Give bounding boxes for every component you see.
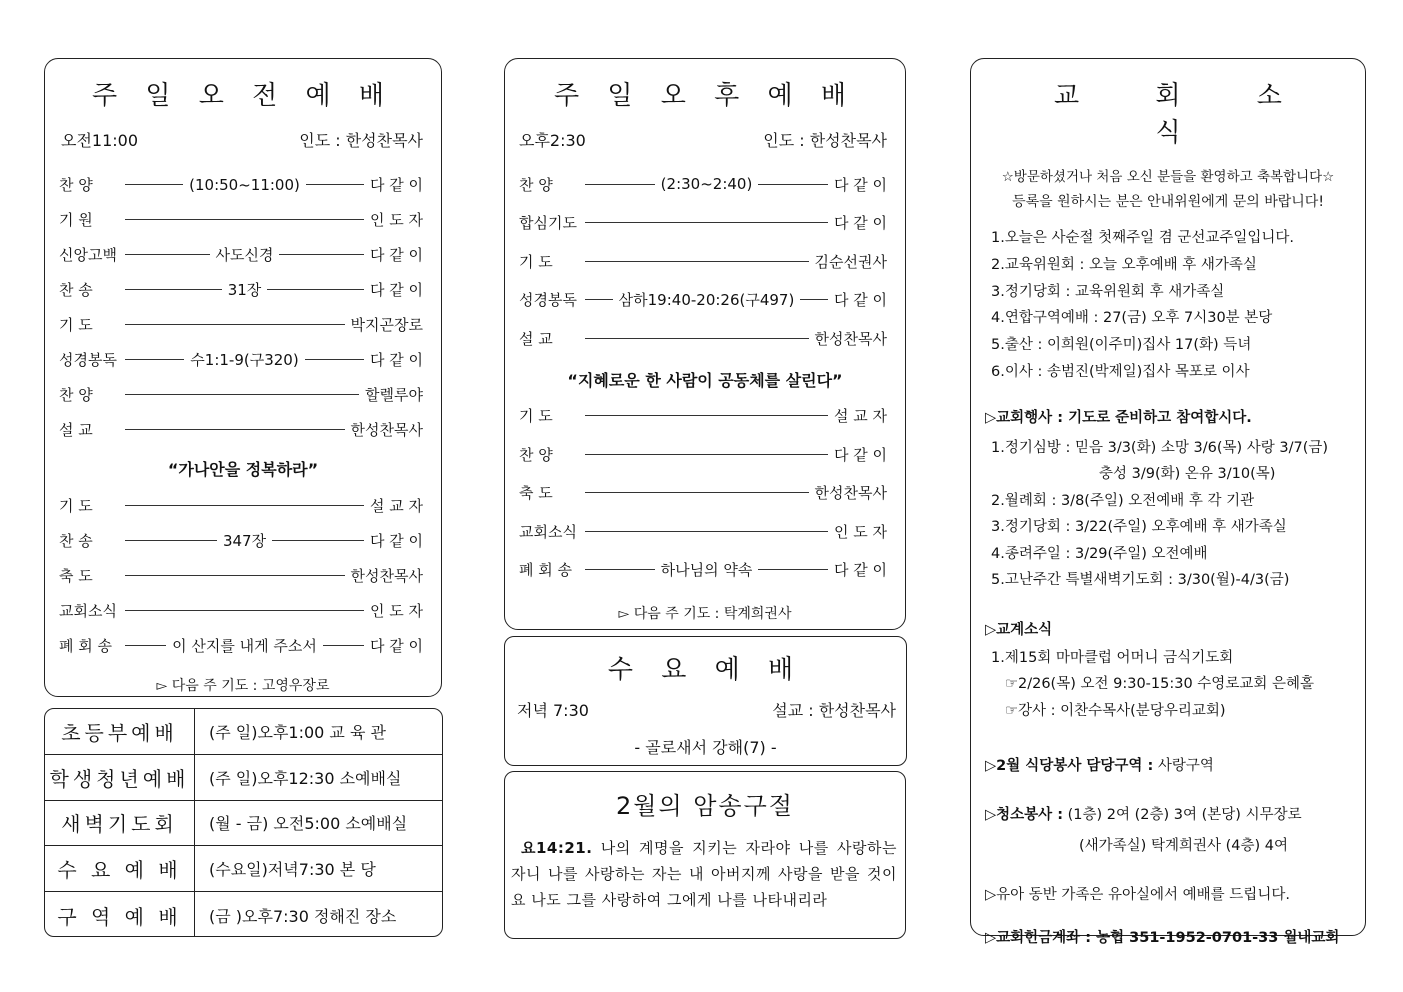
order-performer: 한성찬목사	[814, 329, 887, 348]
schedule-name: 학생청년예배	[45, 755, 195, 800]
order-performer: 한성찬목사	[350, 421, 423, 439]
order-label: 기 도	[59, 316, 93, 334]
leader-dash	[125, 540, 217, 541]
order-detail: (2:30~2:40)	[660, 175, 753, 194]
leader-dash	[585, 569, 655, 570]
cleaning-duty-label: ▷청소봉사 :	[985, 807, 1064, 824]
weekly-schedule-table	[44, 708, 443, 937]
order-row	[519, 165, 887, 204]
schedule-name: 구 역 예 배	[45, 892, 195, 937]
afternoon-service-title: 주 일 오 후 예 배	[553, 81, 857, 111]
order-performer: 인 도 자	[833, 522, 887, 541]
wednesday-service-title: 수 요 예 배	[607, 655, 804, 685]
order-performer: 다 같 이	[370, 637, 424, 655]
order-performer: 한성찬목사	[350, 567, 423, 585]
leader-dash	[306, 184, 364, 185]
order-label: 찬 양	[59, 386, 93, 404]
order-label: 기 원	[59, 211, 93, 229]
cleaning-duty-value: (1층) 2여 (2층) 3여 (본당) 시무장로	[1067, 807, 1302, 824]
order-row	[59, 488, 423, 523]
church-news-box	[970, 58, 1366, 947]
afternoon-order-list	[519, 165, 887, 358]
leader-dash	[125, 610, 364, 611]
wednesday-time: 저녁 7:30	[517, 701, 589, 720]
leader-dash	[585, 184, 655, 185]
order-performer: 다 같 이	[370, 532, 424, 550]
afternoon-time: 오후2:30	[519, 131, 586, 150]
memory-verse-text: 나의 계명을 지키는 자라야 나를 사랑하는 자니 나를 사랑하는 자는 내 아버지께 사랑을 받을 것이요 나도 그를 사랑하여 그에게 나를 나타내리라	[511, 839, 897, 909]
afternoon-order-list-2	[519, 397, 887, 590]
morning-time: 오전11:00	[61, 131, 139, 150]
order-row	[59, 342, 423, 377]
news-item: 1.제15회 마마클럽 어머니 금식기도회	[991, 649, 1234, 666]
schedule-name: 수 요 예 배	[45, 846, 195, 891]
morning-sermon-title: “가나안을 정복하라”	[167, 460, 319, 479]
leader-dash	[125, 505, 364, 506]
leader-dash	[267, 289, 364, 290]
leader-dash	[125, 219, 364, 220]
leader-dash	[272, 540, 364, 541]
afternoon-next-prayer: ▻ 다음 주 기도 : 탁계희권사	[618, 606, 792, 622]
leader-dash	[585, 415, 828, 416]
order-row	[59, 593, 423, 628]
leader-dash	[125, 324, 345, 325]
order-label: 찬 양	[519, 445, 553, 464]
news-item: 3.정기당회 : 교육위원회 후 새가족실	[991, 283, 1225, 300]
schedule-name: 초등부예배	[45, 709, 195, 754]
schedule-row	[45, 801, 442, 847]
order-label: 찬 송	[59, 532, 93, 550]
cafeteria-duty-value: 사랑구역	[1157, 758, 1214, 775]
order-performer: 박지곤장로	[350, 316, 423, 334]
order-row	[519, 242, 887, 281]
afternoon-service-box	[504, 58, 906, 630]
order-label: 성경봉독	[519, 291, 577, 310]
leader-dash	[585, 492, 809, 493]
order-performer: 설 교 자	[833, 407, 887, 426]
news-items-list	[991, 225, 1365, 386]
order-detail: 31장	[227, 281, 262, 299]
morning-service-meta	[61, 128, 423, 151]
leader-dash	[125, 359, 184, 360]
order-row	[59, 272, 423, 307]
news-item: 충성 3/9(화) 온유 3/10(목)	[1099, 466, 1276, 483]
cafeteria-duty-label: ▷2월 식당봉사 담당구역 :	[985, 758, 1154, 775]
schedule-row	[45, 892, 442, 937]
afternoon-service-meta	[519, 128, 887, 151]
cleaning-duty	[985, 803, 1365, 824]
order-performer: 다 같 이	[833, 214, 887, 233]
order-label: 찬 양	[519, 175, 553, 194]
order-label: 폐 회 송	[519, 561, 573, 580]
order-label: 축 도	[519, 484, 553, 503]
order-label: 성경봉독	[59, 351, 117, 369]
order-label: 기 도	[59, 497, 93, 515]
order-performer: 할렐루야	[365, 386, 423, 404]
cafeteria-duty	[985, 754, 1365, 775]
schedule-row	[45, 846, 442, 892]
order-row	[59, 307, 423, 342]
order-row	[519, 204, 887, 243]
leader-dash	[758, 569, 828, 570]
morning-order-list-2	[59, 488, 423, 663]
news-item: 2.월례회 : 3/8(주일) 오전예배 후 각 기관	[991, 492, 1255, 509]
church-news-title: 교 회 소 식	[1054, 81, 1316, 148]
order-row	[519, 319, 887, 358]
news-item: 4.연합구역예배 : 27(금) 오후 7시30분 본당	[991, 310, 1273, 327]
events-heading: ▷교회행사 : 기도로 준비하고 참여합시다.	[985, 409, 1252, 426]
order-row	[59, 558, 423, 593]
order-performer: 설 교 자	[369, 497, 423, 515]
leader-dash	[585, 299, 613, 300]
afternoon-sermon-title: “지혜로운 한 사람이 공동체를 살린다”	[567, 370, 843, 390]
order-row	[59, 523, 423, 558]
order-label: 기 도	[519, 407, 553, 426]
morning-service-box	[44, 58, 442, 697]
order-label: 합심기도	[519, 214, 577, 233]
order-detail: 사도신경	[215, 246, 274, 264]
wednesday-service-meta	[517, 698, 896, 721]
leader-dash	[585, 338, 809, 339]
order-row	[519, 551, 887, 590]
news-item: 3.정기당회 : 3/22(주일) 오후예배 후 새가족실	[991, 519, 1287, 536]
morning-next-prayer: ▻ 다음 주 기도 : 고영우장로	[156, 678, 330, 694]
order-label: 기 도	[519, 252, 553, 271]
leader-dash	[585, 531, 828, 532]
schedule-row	[45, 755, 442, 801]
order-row	[59, 237, 423, 272]
leader-dash	[585, 222, 828, 223]
order-label: 설 교	[519, 329, 553, 348]
leader-dash	[125, 184, 183, 185]
order-performer: 다 같 이	[834, 561, 888, 580]
order-performer: 다 같 이	[369, 351, 423, 369]
cleaning-duty-value-2: (새가족실) 탁계희권사 (4층) 4여	[1079, 838, 1288, 855]
order-row	[59, 167, 423, 202]
order-detail: (10:50~11:00)	[189, 175, 300, 194]
events-list	[991, 435, 1365, 594]
order-row	[59, 412, 423, 447]
news-item: 2.교육위원회 : 오늘 오후예배 후 새가족실	[991, 256, 1257, 273]
order-row	[519, 512, 887, 551]
order-row	[59, 628, 423, 663]
order-performer: 김순선권사	[814, 252, 887, 271]
order-performer: 인 도 자	[369, 602, 423, 620]
wednesday-preacher: 설교 : 한성찬목사	[772, 701, 896, 720]
order-performer: 다 같 이	[369, 281, 423, 299]
schedule-info: (주 일)오후1:00 교 육 관	[209, 722, 386, 742]
leader-dash	[305, 359, 364, 360]
welcome-line-2: 등록을 원하시는 분은 안내위원에게 문의 바랍니다!	[1012, 194, 1324, 210]
morning-service-title: 주 일 오 전 예 배	[91, 81, 395, 111]
leader-dash	[125, 254, 210, 255]
infant-notice: ▷유아 동반 가족은 유아실에서 예배를 드립니다.	[985, 887, 1290, 904]
morning-leader: 인도 : 한성찬목사	[299, 131, 423, 150]
news-item: ☞강사 : 이찬수목사(분당우리교회)	[1005, 702, 1226, 719]
schedule-info: (주 일)오후12:30 소예배실	[209, 768, 402, 788]
news-item: 5.출산 : 이희원(이주미)집사 17(화) 득녀	[991, 337, 1252, 354]
order-row	[519, 281, 887, 320]
memory-verse-ref: 요14:21.	[521, 839, 593, 857]
order-performer: 인 도 자	[369, 211, 423, 229]
leader-dash	[125, 429, 345, 430]
schedule-info: (월 - 금) 오전5:00 소예배실	[209, 814, 408, 834]
leader-dash	[585, 261, 809, 262]
news-item: 1.정기심방 : 믿음 3/3(화) 소망 3/6(목) 사랑 3/7(금)	[991, 439, 1329, 456]
order-label: 교회소식	[59, 602, 117, 620]
order-detail: 하나님의 약속	[660, 561, 753, 580]
region-news-list	[991, 645, 1365, 725]
order-label: 설 교	[59, 421, 93, 439]
news-item: ☞2/26(목) 오전 9:30-15:30 수영로교회 은혜홀	[1005, 676, 1314, 693]
welcome-line-1: ☆방문하셨거나 처음 오신 분들을 환영하고 축복합니다☆	[1001, 169, 1335, 185]
order-performer: 다 같 이	[833, 445, 887, 464]
region-news-heading: ▷교계소식	[985, 621, 1053, 638]
news-item: 6.이사 : 송범진(박제일)집사 목포로 이사	[991, 363, 1250, 380]
memory-verse-body	[511, 835, 897, 913]
order-performer: 다 같 이	[370, 246, 424, 264]
schedule-info: (금 )오후7:30 정해진 장소	[209, 906, 397, 926]
order-detail: 수1:1-9(구320)	[190, 351, 299, 369]
order-detail: 삼하19:40-20:26(구497)	[618, 291, 795, 310]
order-detail: 이 산지를 내게 주소서	[172, 637, 317, 655]
memory-verse-title: 2월의 암송구절	[615, 792, 794, 820]
schedule-row	[45, 709, 442, 755]
wednesday-subtitle: - 골로새서 강해(7) -	[634, 738, 777, 757]
leader-dash	[125, 394, 359, 395]
order-performer: 다 같 이	[834, 291, 888, 310]
order-label: 축 도	[59, 567, 93, 585]
wednesday-service-box	[504, 636, 907, 766]
order-row	[59, 377, 423, 412]
leader-dash	[125, 289, 222, 290]
order-row	[519, 397, 887, 436]
order-detail: 347장	[222, 532, 267, 550]
schedule-name: 새벽기도회	[45, 801, 195, 846]
offering-account: ▷교회헌금계좌 : 농협 351-1952-0701-33 월내교회	[985, 930, 1340, 947]
order-performer: 다 같 이	[369, 176, 423, 194]
order-performer: 다 같 이	[833, 175, 887, 194]
order-label: 찬 송	[59, 281, 93, 299]
order-label: 교회소식	[519, 522, 577, 541]
leader-dash	[800, 299, 828, 300]
news-item: 4.종려주일 : 3/29(주일) 오전예배	[991, 545, 1208, 562]
leader-dash	[323, 645, 364, 646]
news-item: 5.고난주간 특별새벽기도회 : 3/30(월)-4/3(금)	[991, 572, 1290, 589]
morning-order-list	[59, 167, 423, 447]
order-label: 폐 회 송	[59, 637, 113, 655]
order-row	[519, 474, 887, 513]
leader-dash	[585, 454, 828, 455]
order-performer: 한성찬목사	[814, 484, 887, 503]
order-label: 신앙고백	[59, 246, 117, 264]
afternoon-leader: 인도 : 한성찬목사	[763, 131, 887, 150]
order-label: 찬 양	[59, 176, 93, 194]
leader-dash	[758, 184, 828, 185]
order-row	[59, 202, 423, 237]
leader-dash	[125, 575, 345, 576]
schedule-info: (수요일)저녁7:30 본 당	[209, 860, 376, 880]
news-item: 1.오늘은 사순절 첫째주일 겸 군선교주일입니다.	[991, 230, 1295, 246]
leader-dash	[125, 645, 166, 646]
leader-dash	[279, 254, 364, 255]
order-row	[519, 435, 887, 474]
memory-verse-box	[504, 771, 906, 939]
